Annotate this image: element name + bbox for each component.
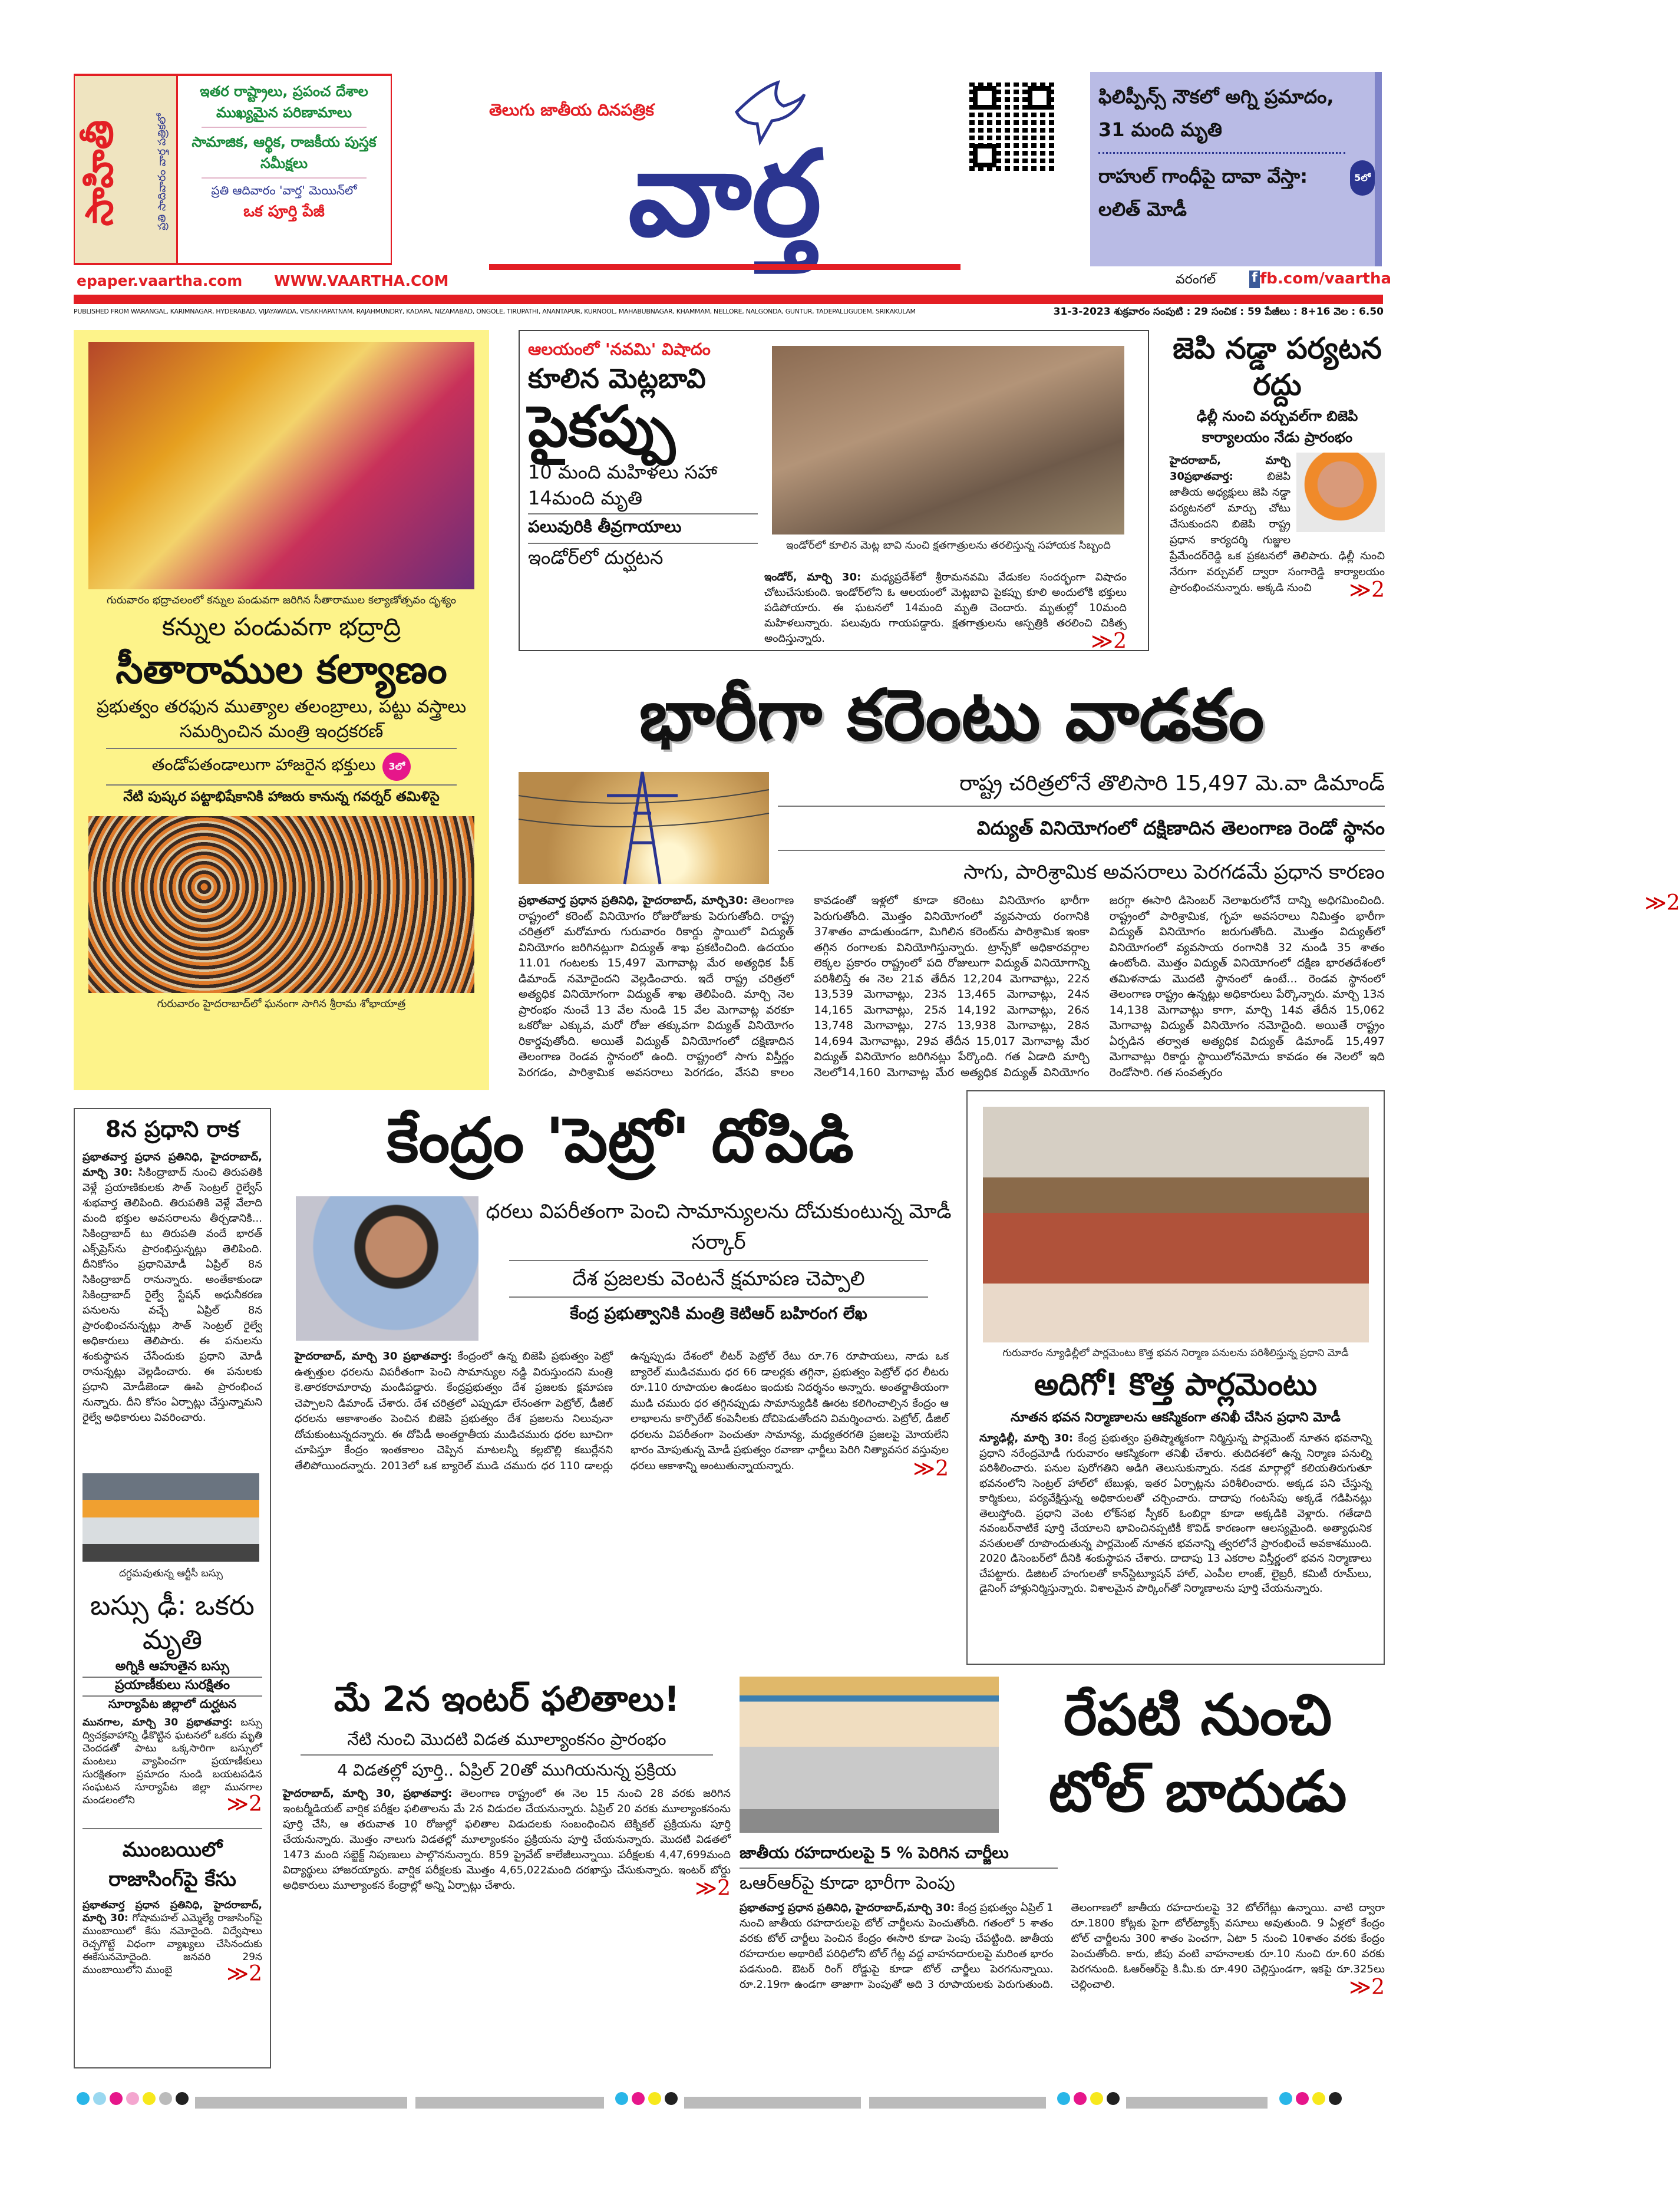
story-body: మునగాల, మార్చి 30 ప్రభాతవార్త: బస్సు ద్విచక్రవాహాన్ని ఢీకొట్టిన ఘటనలో ఒకరు మృతి చెందడతో పాటు ఒక్కసారిగా బస్సులో మంటలు వ్యాపించగా ప్రయాణీకులు సురక్షితంగా ప్రమాదం నుండి బయటపడిన సంఘటన సూర్యాపేట జిల్లా మునగాల మండలంలోని ≫2: [82, 1717, 263, 1816]
story-body: ఇండోర్, మార్చి 30: మధ్యప్రదేశ్‌లో శ్రీరామనవమి వేడుకల సందర్భంగా విషాదం చోటుచేసుకుంది. ఇండోర్‌లోని ఓ ఆలయంలో మెట్లబావి పైకప్పు కూలి అందులోకి భక్తులు పడిపోయారు. ఈ ఘటనలో 14మంది మృతి చెందారు. మృతుల్లో 10మంది మహిళలున్నారు. పలువురు గాయపడ్డారు. క్షతగాత్రులను ఆస్పత్రికి తరలించి చికిత్స అందిస్తున్నారు. ≫2: [764, 571, 1127, 654]
subheadline: నేటి నుంచి మొదటి విడత మూల్యాంకనం ప్రారంభం: [347, 1730, 666, 1749]
inter-results-story[interactable]: [283, 1671, 731, 2066]
kalyanam-photo: [88, 342, 474, 589]
bhadradri-story[interactable]: [74, 330, 489, 1090]
burning-bus-photo: [82, 1473, 259, 1562]
photo-caption: గురువారం న్యూఢిల్లీలో పార్లమెంటు కొత్త భవన నిర్మాణ పనులను పరిశీలిస్తున్న ప్రధాని మోడీ: [1002, 1347, 1349, 1359]
tagline: తెలుగు జాతీయ దినపత్రిక: [489, 100, 654, 120]
ktr-photo: [296, 1196, 478, 1341]
lead-headline: భారీగా కరెంటు వాడకం: [639, 675, 1265, 757]
kicker: ఆలయంలో 'నవమి' విషాదం: [528, 339, 711, 359]
headline: బస్సు ఢీ: ఒకరు మృతి: [90, 1589, 255, 1655]
dateline-bar: 31-3-2023 శుక్రవారం సంపుటి : 29 సంచిక : 59 పేజీలు : 8+16 వెల : 6.50: [1053, 306, 1384, 318]
subheadline: అగ్నికి ఆహుతైన బస్సు: [115, 1659, 230, 1674]
subheadline: జాతీయ రహదారులపై 5 % పెరిగిన చార్జీలు: [740, 1844, 1009, 1862]
continued-link[interactable]: ≫2: [226, 1792, 262, 1816]
promo-note-highlight: ఒక పూర్తి పేజీ: [243, 203, 325, 220]
headline: సీతారాముల కల్యాణం: [115, 647, 447, 692]
nadda-photo: [1296, 453, 1385, 532]
edition-name: వరంగల్: [1176, 272, 1216, 287]
continued-link[interactable]: ≫2: [226, 1962, 262, 1986]
page-ref-badge: 5లో: [1350, 160, 1375, 196]
promo-item: సామాజిక, ఆర్థిక, రాజకీయ పుస్తక సమీక్షలు: [192, 134, 377, 171]
power-sub-3: సాగు, పారిశ్రామిక అవసరాలు పెరగడమే ప్రధాన కారణం: [963, 860, 1385, 884]
subheadline: నేటి పుష్కర పట్టాభిషేకానికి హాజరు కానున్న గవర్నర్ తమిళిసై: [123, 788, 440, 804]
story-body: ప్రభాతవార్త ప్రధాన ప్రతినిధి, హైదరాబాద్, మార్చి 30: సికింద్రాబాద్ నుంచి తిరుపతికి వెళ్లే ప్రయాణికులకు సౌత్ సెంట్రల్ రైల్వేస్ శుభవార్త తెలిపింది. తిరుపతికి వెళ్లే వేలాది మంది భక్తుల అవసరాలను తీర్చడానికి... సికింద్రాబాద్ టు తిరుపతి వందే భారత్ ఎక్స్‌ప్రెస్‌ను ప్రారంభిస్తున్నట్లు తెలిపింది. దీనికోసం ప్రధానిమోడీ ఏప్రిల్ 8న సికింద్రాబాద్ రానున్నారు. అంతేకాకుండా సికింద్రాబాద్ రైల్వే స్టేషన్ అధునీకరణ పనులను వచ్చే ఏప్రిల్ 8న ప్రారంభించనున్నట్లు సౌత్ సెంట్రల్ రైల్వే అధికారులు తెలిపారు. ఈ పనులను శంకుస్థాపన చేసేందుకు ప్రధాని మోడీ రానున్నట్లు వెల్లడించారు. ఈ పనులకు ప్రధాని మోడీజెండా ఊపి ప్రారంభించ నున్నారు. దీని కోసం ఏర్పాట్లు చేస్తున్నామని రైల్వే అధికారులు వివరించారు.: [82, 1150, 262, 1424]
subheadline: ఒఆర్ఆర్‌పై కూడా భారీగా పెంపు: [740, 1873, 955, 1893]
continued-link[interactable]: ≫2: [1091, 629, 1127, 654]
stepwell-photo: [772, 346, 1124, 535]
story-body: న్యూఢిల్లీ, మార్చి 30: కేంద్ర ప్రభుత్వం ప్రతిష్మాత్మకంగా నిర్మిస్తున్న పార్లమెంట్ నూతన భవనాన్ని ప్రధాని నరేంద్రమోడీ గురువారం ఆకస్మికంగా తనిఖీ చేశారు. తుదిదశలో ఉన్న నిర్మాణ పనుల్ని పరిశీలించారు. పనుల పురోగతిని అడిగి తెలుసుకున్నారు. నడక మార్గాల్లో కలియతిరుగుతూ భవనంలోని సెంట్రల్ హాల్‌లో టేబుళ్లు, ఇతర ఏర్పాట్లను పరిశీలించారు. అక్కడ పని చేస్తున్న కార్మికులు, పర్యవేక్షిస్తున్న అధికారులతో చర్చించారు. దాదాపు గంటసేపు అక్కడే గడిపినట్లు తెలుస్తోంది. ప్రధాని వెంట లోక్‌సభ స్పీకర్ ఓంబిర్లా కూడా అక్కడికి వెళ్లారు. గతేడాది నవంబర్‌నాటికే పూర్తి చేయాలని భావించినప్పటికీ కొవిడ్ కారణంగా ఆలస్యమైంది. అత్యాధునిక వసతులతో రూపొందుతున్న పార్లమెంట్ నూతన భవనాన్ని త్వరలోనే ప్రారంభించే అవకాశముంది. 2020 డిసెంబర్‌లో దీనికి శంకుస్థాపన చేశారు. దాదాపు 13 ఎకరాల విస్తీర్ణంలో భవన నిర్మాణాలు చేపట్టారు. డిజిటల్ హంగులతో కాన్‌స్టిట్యూషన్ హాల్, ఎంపీల లాంజ్, లైబ్రరీ, కమిటీ రూమ్‌లు, డైనింగ్ హాళ్లునిర్మిస్తున్నారు. విశాలమైన పార్కింగ్‌తో నిర్మాణాలను పూర్తి చేయనున్నారు.: [979, 1432, 1372, 1595]
supplement-subtitle: ప్రతి సాదివారం వార్త పత్రికలో: [156, 113, 169, 230]
teaser-story-1[interactable]: ఫిలిప్పీన్స్ నౌకలో అగ్ని ప్రమాదం, 31 మంది మృతి: [1098, 85, 1334, 141]
continued-link[interactable]: ≫2: [1349, 578, 1385, 602]
continued-link[interactable]: ≫2: [913, 1456, 949, 1481]
continued-link[interactable]: ≫2: [695, 1876, 731, 1901]
headline: పైకప్పు: [528, 393, 675, 460]
petro-story[interactable]: [283, 1096, 958, 1662]
photo-caption: గురువారం హైదరాబాద్‌లో ఘనంగా సాగిన శ్రీరామ శోభాయాత్ర: [157, 997, 406, 1010]
photo-caption: గురువారం భద్రాచలంలో కన్నుల పండువగా జరిగిన సీతారాముల కల్యాణోత్సవం దృశ్యం: [107, 594, 456, 606]
epaper-link[interactable]: epaper.vaartha.com: [77, 272, 243, 289]
subheadline: నూతన భవన నిర్మాణాలను ఆకస్మికంగా తనిఖీ చేసిన ప్రధాని మోడీ: [1011, 1410, 1341, 1425]
promo-item: ఇతర రాష్ట్రాలు, ప్రపంచ దేశాల ముఖ్యమైన పరిణామాలు: [200, 83, 368, 121]
indore-story[interactable]: [519, 330, 1149, 654]
story-body: ప్రభాతవార్త ప్రధాన ప్రతినిధి, హైదరాబాద్, మార్చి 30: గోషామహల్ ఎమ్మెల్యే రాజాసింగ్‌పై ముంబాయిలో కేసు నమోదైంది. విద్వేషాలు రెచ్చగొట్టే విధంగా వ్యాఖ్యలు చేసినందుకు ఈకేసునమోదైంది. జనవరి 29న ముంబాయిలోని ముంబై ≫2: [82, 1899, 263, 1986]
bus-story[interactable]: [82, 1588, 262, 2063]
headline: జెపి నడ్డా పర్యటన రద్దు: [1173, 331, 1382, 402]
photo-caption: దగ్ధమవుతున్న ఆర్టీసీ బస్సు: [118, 1568, 223, 1579]
subheadline: ప్రయాణీకులు సురక్షితం: [115, 1678, 230, 1692]
subheadline: తండోపతండాలుగా హాజరైన భక్తులు: [151, 754, 376, 774]
photo-caption: ఇండోర్‌లో కూలిన మెట్ల బావి నుంచి క్షతగాత్రులను తరలిస్తున్న సహాయక సిబ్బంది: [786, 539, 1111, 552]
power-sub-2: విద్యుత్ వినియోగంలో దక్షిణాదిన తెలంగాణ రెండో స్థానం: [976, 817, 1385, 839]
logo-underline: [489, 264, 961, 270]
subheadline: ధరలు విపరీతంగా పెంచి సామాన్యులను దోచుకుంటున్న మోడీ సర్కార్: [486, 1200, 952, 1254]
published-from: PUBLISHED FROM WARANGAL, KARIMNAGAR, HYDERABAD, VIJAYAWADA, VISAKHAPATNAM, RAJAHMUNDRY, KADAPA, NIZAMABAD, ONGOLE, TIRUPATHI, ANANTAPUR, KURNOOL, MAHABUBNAGAR, KHAMMAM, NELLORE, NALGONDA, GUNTUR, TADEPALLIGUDEM, SRIKAKULAM: [74, 308, 916, 315]
pm-visit-story[interactable]: [82, 1117, 262, 1464]
story-body: హైదరాబాద్, మార్చి 30 ప్రభాతవార్త: కేంద్రంలో ఉన్న బిజెపి ప్రభుత్వం పెట్రో ఉత్పత్తుల ధరలను విపరీతంగా పెంచి సామాన్యుల నడ్డి విరుస్తుందని మంత్రి కె.తారకరామారావు మండిపడ్డారు. కేంద్రప్రభుత్వం దేశ ప్రజలకు క్షమాపణ చెప్పాలని డిమాండ్ చేశారు. దేశ చరిత్రలో ఎప్పుడూ లేనంతగా పెట్రోల్, డీజిల్ ధరలను ఆకాశాంతం పెంచిన బిజెపి ప్రభుత్వం దేశ ప్రజలను నిలువునా దోచుకుంటున్నదన్నారు. ఈ దోపిడీ అంతర్జాతీయ ముడిచమురు ధరల బూచిగా చూపిస్తూ కేంద్రం ఇంతకాలం చెప్పిన మాటలన్నీ కల్లబొల్లి కబుర్లేనని తేలిపోయిందన్నారు. 2013లో ఒక బ్యారెల్ ముడి చమురు ధర 110 డాలర్లు ఉన్నప్పుడు దేశంలో లీటర్ పెట్రోల్ రేటు రూ.76 రూపాయలు, నాడు ఒక బ్యారెల్ ముడిచమురు ధర 66 డాలర్లకు తగ్గినా, ప్రభుత్వం పెట్రోల్ ధర లీటరు రూ.110 రూపాయల ఉండటం ఇందుకు నిదర్శనం అన్నారు. అంతర్జాతీయంగా ముడి చమురు ధర తగ్గినప్పుడు సామాన్యుడికి ఊరట కలిగించాల్సిన కేంద్రం ఆ లాభాలను కార్పొరేట్ కంపెనీలకు దోచిపెడుతోందని విమర్శించారు. పెట్రోల్, డీజిల్ ధరలను విపరీతంగా పెంచుతూ సామాన్య, మధ్యతరగతి ప్రజలపై మోయలేని భారం మోపుతున్న మోడీ ప్రభుత్వం రవాణా ఛార్జీలు పెరిగి నిత్యావసర వస్తువుల ధరలు ఆకాశాన్ని అంటుతున్నాయన్నారు. ≫2: [295, 1350, 949, 1481]
page-ref-badge: 3లో: [382, 753, 411, 781]
facebook-icon: f: [1249, 270, 1260, 288]
masthead-logo[interactable]: [489, 77, 961, 277]
subheadline: ఢిల్లీ నుంచి వర్చువల్‌గా బిజెపి కార్యాలయం నేడు ప్రారంభం: [1196, 408, 1358, 446]
supplement-logo: [75, 76, 178, 263]
headline: అదిగో! కొత్త పార్లమెంటు: [1034, 1367, 1318, 1403]
story-body: హైదరాబాద్, మార్చి 30, ప్రభాతవార్త: తెలంగాణ రాష్ట్రంలో ఈ నెల 15 నుంచి 28 వరకు జరిగిన ఇంటర్మీడియట్ వార్షిక పరీక్షల ఫలితాలను మే 2న విడుదల చేయనున్నారు. ఏప్రిల్ 20 వరకు మూల్యాంకనంను పూర్తి చేసి, ఆ తరువాత 10 రోజుల్లో ఫలితాల విడుదలకు సంబంధించిన టెక్నికల్ ప్రక్రియను పూర్తి చేయనున్నారు. మొత్తం నాలుగు విడతల్లో మూల్యాంకనం ప్రక్రియను పూర్తి చేయనున్నారు. మొదటి విడతలో 1473 మంది సబ్జెక్ట్ నిపుణులు పాల్గొననున్నారు. 859 ప్రైవేట్ కాలేజీలున్నాయి. పరీక్షలకు 4,47,699మంది విద్యార్థులు హాజరయ్యారు. వార్షిక పరీక్షలకు మొత్తం 4,65,022మంది దరఖాస్తు చేసుకున్నారు. ఇంటర్ బోర్డు అధికారులు మూల్యాంకన కేంద్రాల్లో అన్ని ఏర్పాట్లు చేశారు. ≫2: [283, 1787, 731, 1901]
headline: కూలిన మెట్లబావి: [528, 362, 706, 394]
promo-note: ప్రతి ఆదివారం 'వార్త' మెయిన్‌లో: [211, 183, 357, 197]
subheadline: 10 మంది మహిళలు సహా 14మంది మృతి: [528, 461, 718, 510]
supplement-title: సాహితీ: [78, 120, 122, 226]
toll-story[interactable]: [740, 1677, 1385, 2066]
subheadline: పలువురికి తీవ్రగాయాలు: [528, 517, 682, 537]
power-story-body: ప్రభాతవార్త ప్రధాన ప్రతినిధి, హైదరాబాద్, మార్చి30: తెలంగాణ రాష్ట్రంలో కరెంట్ వినియోగం రోజురోజుకు పెరుగుతోంది. రాష్ట్ర చరిత్రలో మరోమారు గురువారం రికార్డు స్థాయిలో విద్యుత్ వినియోగం జరిగినట్లుగా విద్యుత్ శాఖ ప్రకటించింది. ఉదయం 11.01 గంటలకు 15,497 మెగావాట్ల మేర అత్యధిక పీక్ డిమాండ్ నమోదైందని వెల్లడించారు. ఇదే రాష్ట్ర చరిత్రలో అత్యధిక వినియోగంగా విద్యుత్ శాఖ తెలిపింది. మార్చి నెల ప్రారంభం నుంచే 13 వేల నుండి 15 వేల మెగావాట్ల వరకూ ఒకరోజు ఎక్కువ, మరో రోజు తక్కువగా విద్యుత్ వినియోగం రికార్డవుతోంది. అయితే విద్యుత్ వినియోగంలో దక్షిణాదిన తెలంగాణ రెండవ స్థానంలో ఉంది. రాష్ట్రంలో సాగు విస్తీర్ణం పెరగడం, పారిశ్రామిక అవసరాలు పెరగడం, వేసవి కాలం కావడంతో ఇళ్లలో కూడా కరెంటు వినియోగం భారీగా పెరుగుతోంది. మొత్తం వినియోగంలో వ్యవసాయ రంగానికి 37శాతం వాడుతుండగా, మిగిలిన కరెంట్‌ను పారిశ్రామిక ఇంకా తగ్గిన రంగాలకు వినియోగిస్తున్నారు. ట్రాన్స్‌కో అధికారవర్గాల లెక్కల ప్రకారం రాష్ట్రంలో పది రోజులుగా విద్యుత్ వినియోగాన్ని పరిశీలిస్తే ఈ నెల 21వ తేదీన 12,204 మెగావాట్లు, 22న 13,539 మెగావాట్లు, 23న 13,465 మెగావాట్లు, 24న 14,165 మెగావాట్లు, 25న 14,192 మెగావాట్లు, 26న 13,748 మెగావాట్లు, 27న 13,938 మెగావాట్లు, 28న 14,694 మెగావాట్లు, 29వ తేదీన 15,017 మెగావాట్ల మేర విద్యుత్ వినియోగం జరిగినట్లు పేర్కొంది. గత ఏడాది మార్చి నెలలో14,160 మెగావాట్ల మేర అత్యధిక విద్యుత్ వినియోగం జరగ్గా ఈసారి డిసెంబర్ నెలాఖరులోనే దాన్ని అధిగమించింది. రాష్ట్రంలో పారిశ్రామిక, గృహ అవసరాలు నిమిత్తం భారీగా విద్యుత్ వినియోగం జరుగుతోంది. మొత్తం విద్యుత్‌లో వినియోగంలో వ్యవసాయ రంగానికి 32 నుండి 35 శాతం ఉంటోంది. మొత్తం విద్యుత్ వినియోగంలో దక్షిణ భారతదేశంలో తమిళనాడు మొదటి స్థానంలో ఉంటే... రెండవ స్థానంలో తెలంగాణ రాష్ట్రం ఉన్నట్లు అధికారులు పేర్కొన్నారు. మార్చి 13న 14,138 మెగావాట్లు కాగా, మార్చి 14వ తేదీన 15,062 మెగావాట్ల విద్యుత్ వినియోగం నమోదైంది. అయితే రాష్ట్రం ఏర్పడిన తర్వాత అత్యధిక విద్యుత్ డిమాండ్ 15,497 మెగావాట్లు రికార్డు స్థాయిలోనమోదు కావడం ఈ నెలలో ఇది రెండోసారి. గత సంవత్సరం ≫2: [519, 891, 1680, 1079]
story-body: ప్రభాతవార్త ప్రధాన ప్రతినిధి, హైదరాబాద్,మార్చి 30: కేంద్ర ప్రభుత్వం ఏప్రిల్ 1 నుంచి జాతీయ రహదారులపై టోల్ చార్జీలను పెంచుతోంది. గతంలో 5 శాతం వరకు టోల్ చార్జీలు పెంచిన కేంద్రం ఈసారి కూడా పెంపు చేపట్టింది. జాతీయ రహదారుల అథారిటీ పరిధిలోని టోల్ గేట్ల వద్ద వాహనదారులపై మరింత భారం పడనుంది. ఔటర్ రింగ్ రోడ్డుపై కూడా టోల్ చార్జీలు పెరగనున్నాయి. రూ.2.19గా ఉండగా తాజాగా పెంపుతో అది 3 రూపాయలకు పెరుగుతుంది. తెలంగాణలో జాతీయ రహదారులపై 32 టోల్‌గేట్లు ఉన్నాయి. వాటి ద్వారా రూ.1800 కోట్లకు పైగా టోల్‌ట్యాక్స్ వసూలు అవుతుంది. 9 ఏళ్లలో కేంద్రం టోల్ చార్జీలను 300 శాతం పెంచగా, ఏటా 5 నుంచి 10శాతం వరకు కేంద్రం పెంచుతోంది. కారు, జీపు వంటి వాహనాలకు రూ.10 నుంచి రూ.60 వరకు పెరగనుంది. ఓఆర్ఆర్‌పై కి.మీ.కు రూ.490 చెల్లిస్తుండగా, ఇకపై రూ.325లు చెల్లించాలి. ≫2: [740, 1902, 1385, 2000]
parliament-photo: [983, 1107, 1369, 1342]
headline: మే 2న ఇంటర్ ఫలితాలు!: [334, 1679, 680, 1719]
logo-wordmark: వార్త: [628, 126, 822, 263]
qr-code[interactable]: [969, 83, 1055, 171]
color-registration-strip: [77, 2092, 1385, 2109]
parliament-story[interactable]: [966, 1090, 1385, 1665]
subheadline: ఇండోర్‌లో దుర్ఘటన: [528, 546, 664, 569]
teaser-box[interactable]: [1090, 72, 1382, 266]
story-body: హైదరాబాద్, మార్చి 30ప్రభాతవార్త: బిజెపి జాతీయ అధ్యక్షులు జెపి నడ్డా పర్యటనలో మార్పు చోటు చేసుకుందని బిజెపి రాష్ట్ర ప్రధాన కార్యదర్శి గుజ్జుల ప్రేమేందర్‌రెడ్డి ఒక ప్రకటనలో తెలిపారు. ఢిల్లీ నుంచి నేరుగా వర్చువల్ ద్వారా సంగారెడ్డి కార్యాలయం ప్రారంభించనున్నారు. అక్కడి నుంచి ≫2: [1170, 453, 1385, 629]
subheadline: దేశ ప్రజలకు వెంటనే క్షమాపణ చెప్పాలి: [572, 1267, 865, 1291]
subheadline: ప్రభుత్వం తరఫున ముత్యాల తలంబ్రాలు, పట్టు వస్త్రాలు సమర్పించిన మంత్రి ఇంద్రకరణ్: [96, 696, 467, 742]
headline: 8న ప్రధాని రాక: [105, 1116, 240, 1142]
shobhayatra-photo: [88, 816, 474, 993]
nadda-story[interactable]: [1170, 330, 1385, 651]
supplement-promo-box[interactable]: [74, 74, 392, 265]
toll-plaza-photo: [740, 1677, 999, 1833]
masthead-red-bar: [74, 295, 1383, 304]
facebook-link[interactable]: f fb.com/vaartha: [1249, 270, 1391, 288]
power-sub-1: రాష్ట్ర చరిత్రలోనే తొలిసారి 15,497 మె.వా డిమాండ్: [959, 771, 1385, 796]
subheadline: కేంద్ర ప్రభుత్వానికి మంత్రి కెటిఆర్ బహిరంగ లేఖ: [570, 1304, 867, 1323]
subheadline: 4 విడతల్లో పూర్తి.. ఏప్రిల్ 20తో ముగియనున్న ప్రక్రియ: [337, 1760, 676, 1780]
kicker: కన్నుల పండువగా భద్రాద్రి: [161, 612, 401, 641]
teaser-story-2[interactable]: రాహుల్ గాంధీపై దావా వేస్తా: లలిత్ మోడీ: [1098, 165, 1308, 220]
headline: రేపటి నుంచి టోల్ బాదుడు: [1048, 1682, 1347, 1825]
subheadline: సూర్యాపేట జిల్లాలో దుర్ఘటన: [108, 1697, 237, 1711]
continued-link[interactable]: ≫2: [1349, 1975, 1385, 2000]
power-tower-photo: [519, 772, 769, 884]
continued-link[interactable]: ≫2: [1644, 891, 1680, 915]
website-link[interactable]: WWW.VAARTHA.COM: [274, 272, 449, 289]
headline: కేంద్రం 'పెట్రో' దోపిడి: [387, 1104, 854, 1176]
power-subheads: [778, 769, 1385, 887]
headline: ముంబయిలో రాజాసింగ్‌పై కేసు: [108, 1838, 236, 1891]
